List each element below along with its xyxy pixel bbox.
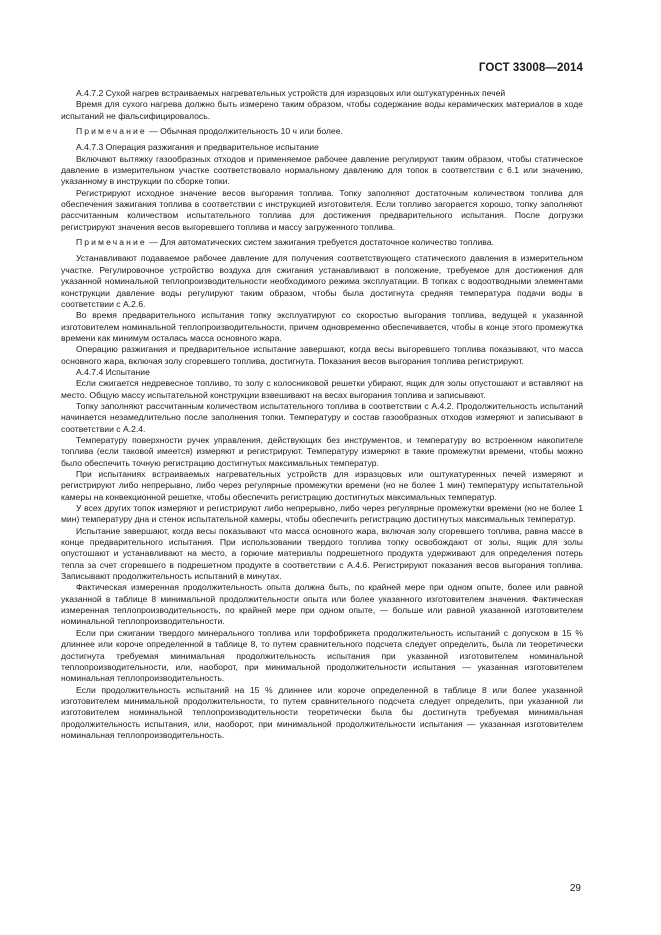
paragraph: Фактическая измеренная продолжительность опыта должна быть, по крайней мере при одном опыте, более или равной указанной в таблице 8 минимальной продолжительности опыта или более указанного изготовителем значения. Фактическая измеренная теплопроизводительность, по крайней мере при одном опыте, — больше или равной указанной изготовителем номинальной теплопроизводительности. xyxy=(61,582,583,627)
paragraph: У всех других топок измеряют и регистрируют либо непрерывно, либо через регулярные промежутки времени (но не более 1 мин) температуру дна и стенок испытательной камеры, чтобы обеспечить регистрацию достигнутых максимальных температур. xyxy=(61,503,583,525)
paragraph: Во время предварительного испытания топку эксплуатируют со скоростью выгорания топлива, ведущей к указанной изготовителем номинальной теплопроизводительности, причем одновременно обеспечивается, чтобы в конце этого промежутка времени как минимум осталась масса основного жара. xyxy=(61,310,583,343)
note xyxy=(61,126,583,137)
paragraph: Температуру поверхности ручек управления, действующих без инструментов, и температуру во встроенном накопителе топлива (если таковой имеется) измеряют и регистрируют. Температуру измеряют в такие промежутки времени, чтобы можно было обеспечить точную регистрацию достигнутых максимальных температур. xyxy=(61,434,583,468)
paragraph: Включают вытяжку газообразных отходов и применяемое рабочее давление регулируют таким образом, чтобы статическое давление в измерительном участке соответствовало нормальному давлению для топок в соответствии с 6.1 или значению, указанному в инструкции по сборке топки. xyxy=(61,153,583,187)
paragraph: Устанавливают подаваемое рабочее давление для получения соответствующего статического давления в измерительном участке. Регулировочное устройство воздуха для сжигания устанавливают в положение, требуемое для достижения для указанной номинальной теплопроизводительности необходимого режима эксплуатации. В топках с водоотводными элементами конструкции давление воды регулируют таким образом, чтобы была достигнута средняя температура подачи воды в соответствии с A.2.6. xyxy=(61,253,583,309)
section-heading: A.4.7.4 Испытание xyxy=(76,366,150,377)
page-number: 29 xyxy=(569,883,581,894)
paragraph: Если продолжительность испытаний на 15 % длиннее или короче определенной в таблице 8 или более указанной изготовителем минимальной продолжительности, то путем сравнительного подсчета следует определить, при указанной ли изготовителем номинальной теплопроизводительности теоретически была бы достигнута требуемая минимальная продолжительность испытания, или, наоборот, при минимальной продолжительности испытания — указанная изготовителем номинальная теплопроизводительность. xyxy=(61,684,583,740)
section-heading: A.4.7.2 Сухой нагрев встраиваемых нагревательных устройств для изразцовых или оштукатуренных печей xyxy=(76,88,506,98)
paragraph: Регистрируют исходное значение весов выгорания топлива. Топку заполняют достаточным количеством топлива для обеспечения зажигания топлива в соответствии с инструкцией изготовителя. Если топливо загорается хорошо, топку заполняют рассчитанным количеством испытательного топлива для достижения предварительного испытания. После догрузки регистрируют значения весов выгоревшего топлива и массу загруженного топлива. xyxy=(61,187,583,232)
paragraph: Операцию разжигания и предварительное испытание завершают, когда весы выгоревшего топлива показывают, что масса основного жара, включая золу сгоревшего топлива, достигнута. Показания весов выгорания топлива регистрируют. xyxy=(61,344,583,366)
document-body xyxy=(61,88,583,741)
document-header: ГОСТ 33008—2014 xyxy=(478,62,583,74)
paragraph: Время для сухого нагрева должно быть измерено таким образом, чтобы содержание воды керамических материалов в ходе испытаний не фальсифицировалось. xyxy=(61,99,583,121)
paragraph: Если при сжигании твердого минерального топлива или торфобрикета продолжительность испытаний с допуском в 15 % длиннее или короче определенной в таблице 8, то путем сравнительного подсчета следует определить, была ли теоретически достигнута требуемая минимальная продолжительность испытания при указанной изготовителем номинальной теплопроизводительности, или, наоборот, при минимальной продолжительности испытания — указанная изготовителем номинальная теплопроизводительность. xyxy=(61,627,583,684)
note-label: Примечание xyxy=(76,126,147,137)
note xyxy=(61,237,583,248)
paragraph: Испытание завершают, когда весы показывают что масса основного жара, включая золу сгоревшего топлива, равна массе в конце предварительного испытания. При использовании твердого топлива топку освобождают от золы, ящик для золы опустошают и устанавливают на место, а горючие материалы подрешетного продукта удерживают для определения потерь тепла за счет сгоревшего в подрешетном продукте в соответствии с A.4.6. Регистрируют показания весов выгорания топлива. Записывают продолжительность испытаний в минутах. xyxy=(61,525,583,582)
paragraph: Топку заполняют рассчитанным количеством испытательного топлива в соответствии с A.4.2. Продолжительность испытаний начинается незамедлительно после заполнения топки. Температуру и состав газообразных отходов измеряют и записывают в соответствии с A.2.4. xyxy=(61,400,583,434)
note-text: — Для автоматических систем зажигания требуется достаточное количество топлива. xyxy=(149,237,494,248)
section-heading: A.4.7.3 Операция разжигания и предварительное испытание xyxy=(76,142,319,153)
paragraph: При испытаниях встраиваемых нагревательных устройств для изразцовых или оштукатуренных печей измеряют и регистрируют либо непрерывно, либо через регулярные промежутки времени (но не более 1 мин) температуру испытательной камеры на конвекционной решетке, чтобы обеспечить регистрацию достигнутых максимальных температур. xyxy=(61,469,583,502)
paragraph: Если сжигается недревесное топливо, то золу с колосниковой решетки убирают, ящик для золы опустошают и вставляют на место. Общую массу испытательной конструкции взвешивают на весах выгорания топлива и записывают. xyxy=(61,378,583,400)
note-text: — Обычная продолжительность 10 ч или более. xyxy=(149,126,343,137)
note-label: Примечание xyxy=(76,237,147,248)
